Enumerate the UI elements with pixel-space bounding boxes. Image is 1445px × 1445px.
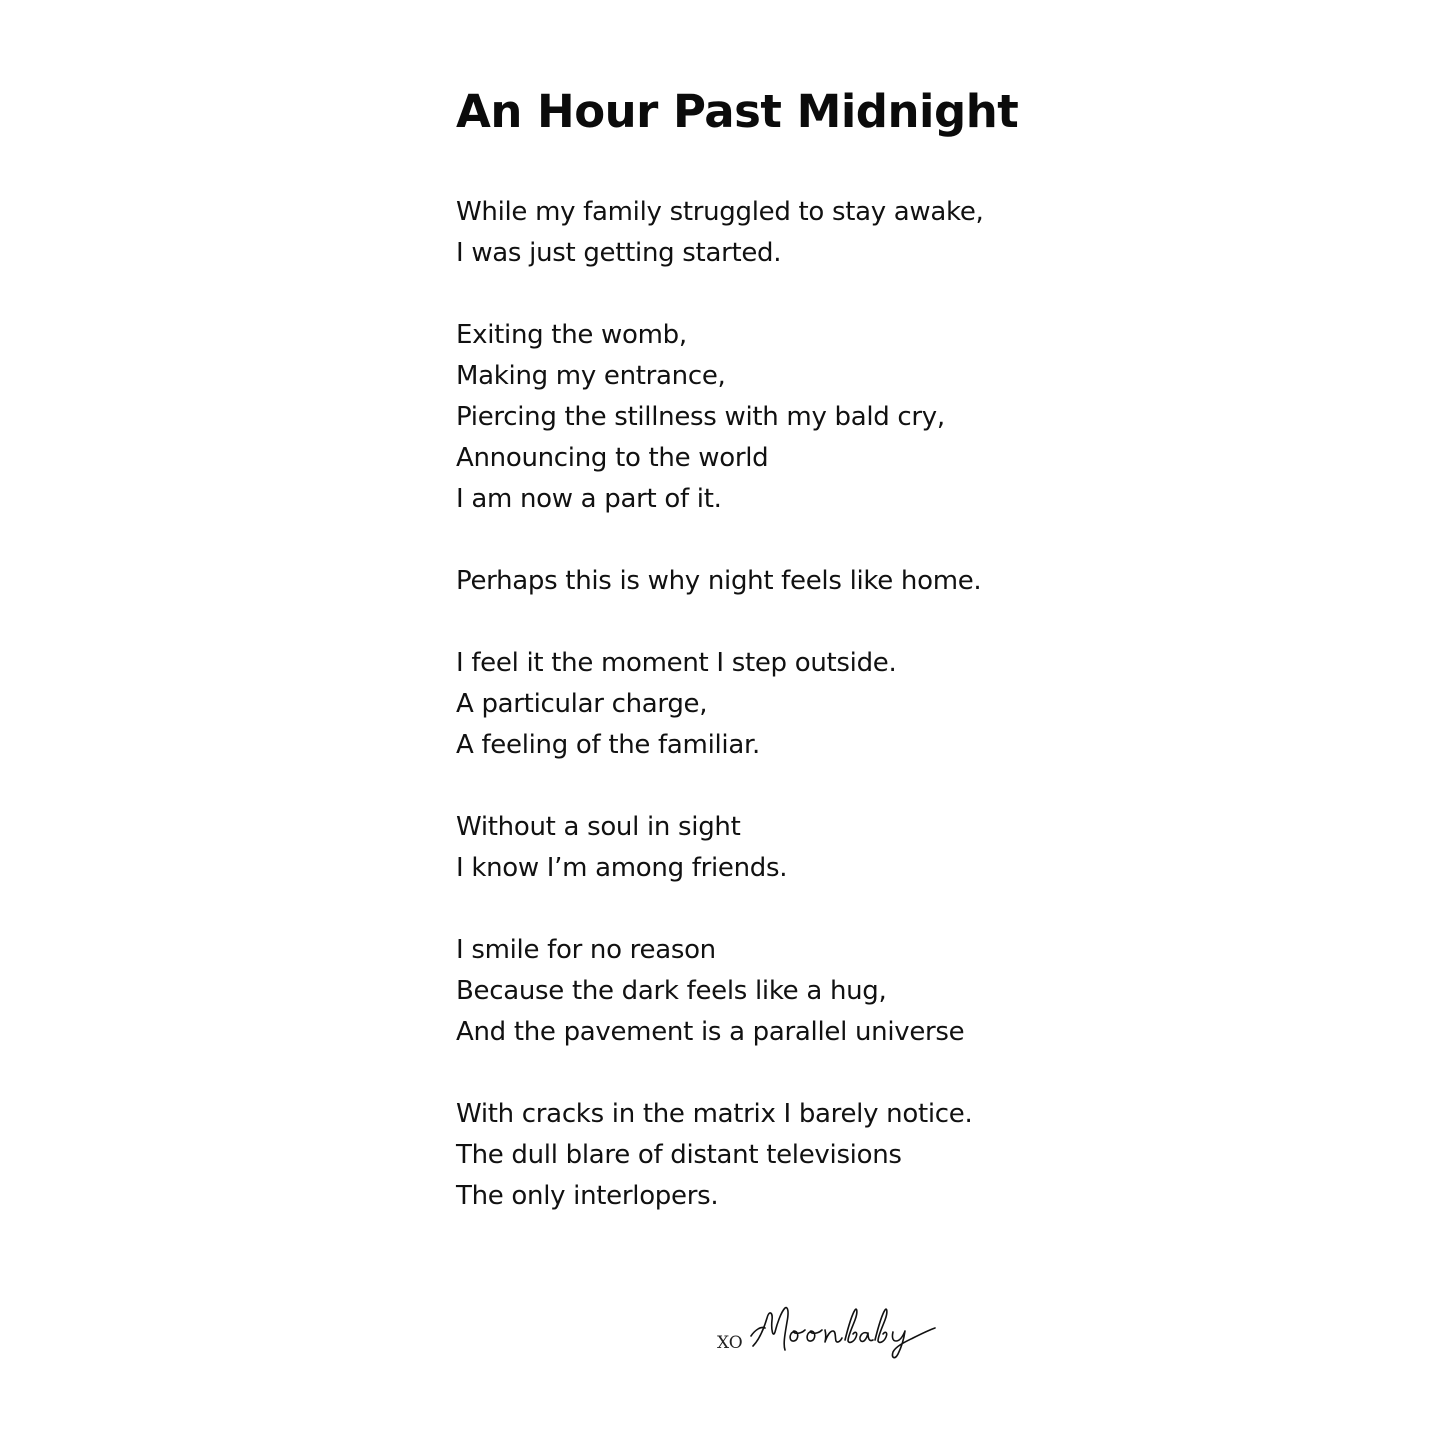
stanza bbox=[456, 1094, 1076, 1217]
stanza bbox=[456, 192, 1076, 274]
stanza bbox=[456, 643, 1076, 766]
signature-prefix: XO bbox=[717, 1333, 743, 1353]
stanza bbox=[456, 807, 1076, 889]
poem-title: An Hour Past Midnight bbox=[456, 85, 1019, 138]
stanza bbox=[456, 315, 1076, 520]
poem-line: Without a soul in sight bbox=[456, 812, 741, 842]
poem-line: I feel it the moment I step outside. bbox=[456, 648, 897, 678]
poem-line: The dull blare of distant televisions bbox=[456, 1140, 902, 1170]
poem-line: Making my entrance, bbox=[456, 361, 726, 391]
poem bbox=[456, 84, 1076, 1258]
poem-line: I know I’m among friends. bbox=[456, 853, 788, 883]
poem-line: Exiting the womb, bbox=[456, 320, 687, 350]
poem-line: Piercing the stillness with my bald cry, bbox=[456, 402, 945, 432]
poem-line: The only interlopers. bbox=[456, 1181, 719, 1211]
poem-line: With cracks in the matrix I barely notice. bbox=[456, 1099, 973, 1129]
poem-line: Because the dark feels like a hug, bbox=[456, 976, 887, 1006]
poem-line: I smile for no reason bbox=[456, 935, 716, 965]
poem-line: I was just getting started. bbox=[456, 238, 782, 268]
poem-line: A particular charge, bbox=[456, 689, 708, 719]
poem-line: Perhaps this is why night feels like home. bbox=[456, 566, 982, 596]
poem-line: While my family struggled to stay awake, bbox=[456, 197, 984, 227]
poem-line: Announcing to the world bbox=[456, 443, 769, 473]
poem-line: A feeling of the familiar. bbox=[456, 730, 760, 760]
stanza bbox=[456, 930, 1076, 1053]
poem-line: I am now a part of it. bbox=[456, 484, 722, 514]
poem-line: And the pavement is a parallel universe bbox=[456, 1017, 965, 1047]
stanza bbox=[456, 561, 1076, 602]
signature-name: Moonbaby bbox=[715, 1300, 720, 1301]
signature-script-icon bbox=[715, 1300, 955, 1360]
signature-logo bbox=[715, 1300, 955, 1360]
